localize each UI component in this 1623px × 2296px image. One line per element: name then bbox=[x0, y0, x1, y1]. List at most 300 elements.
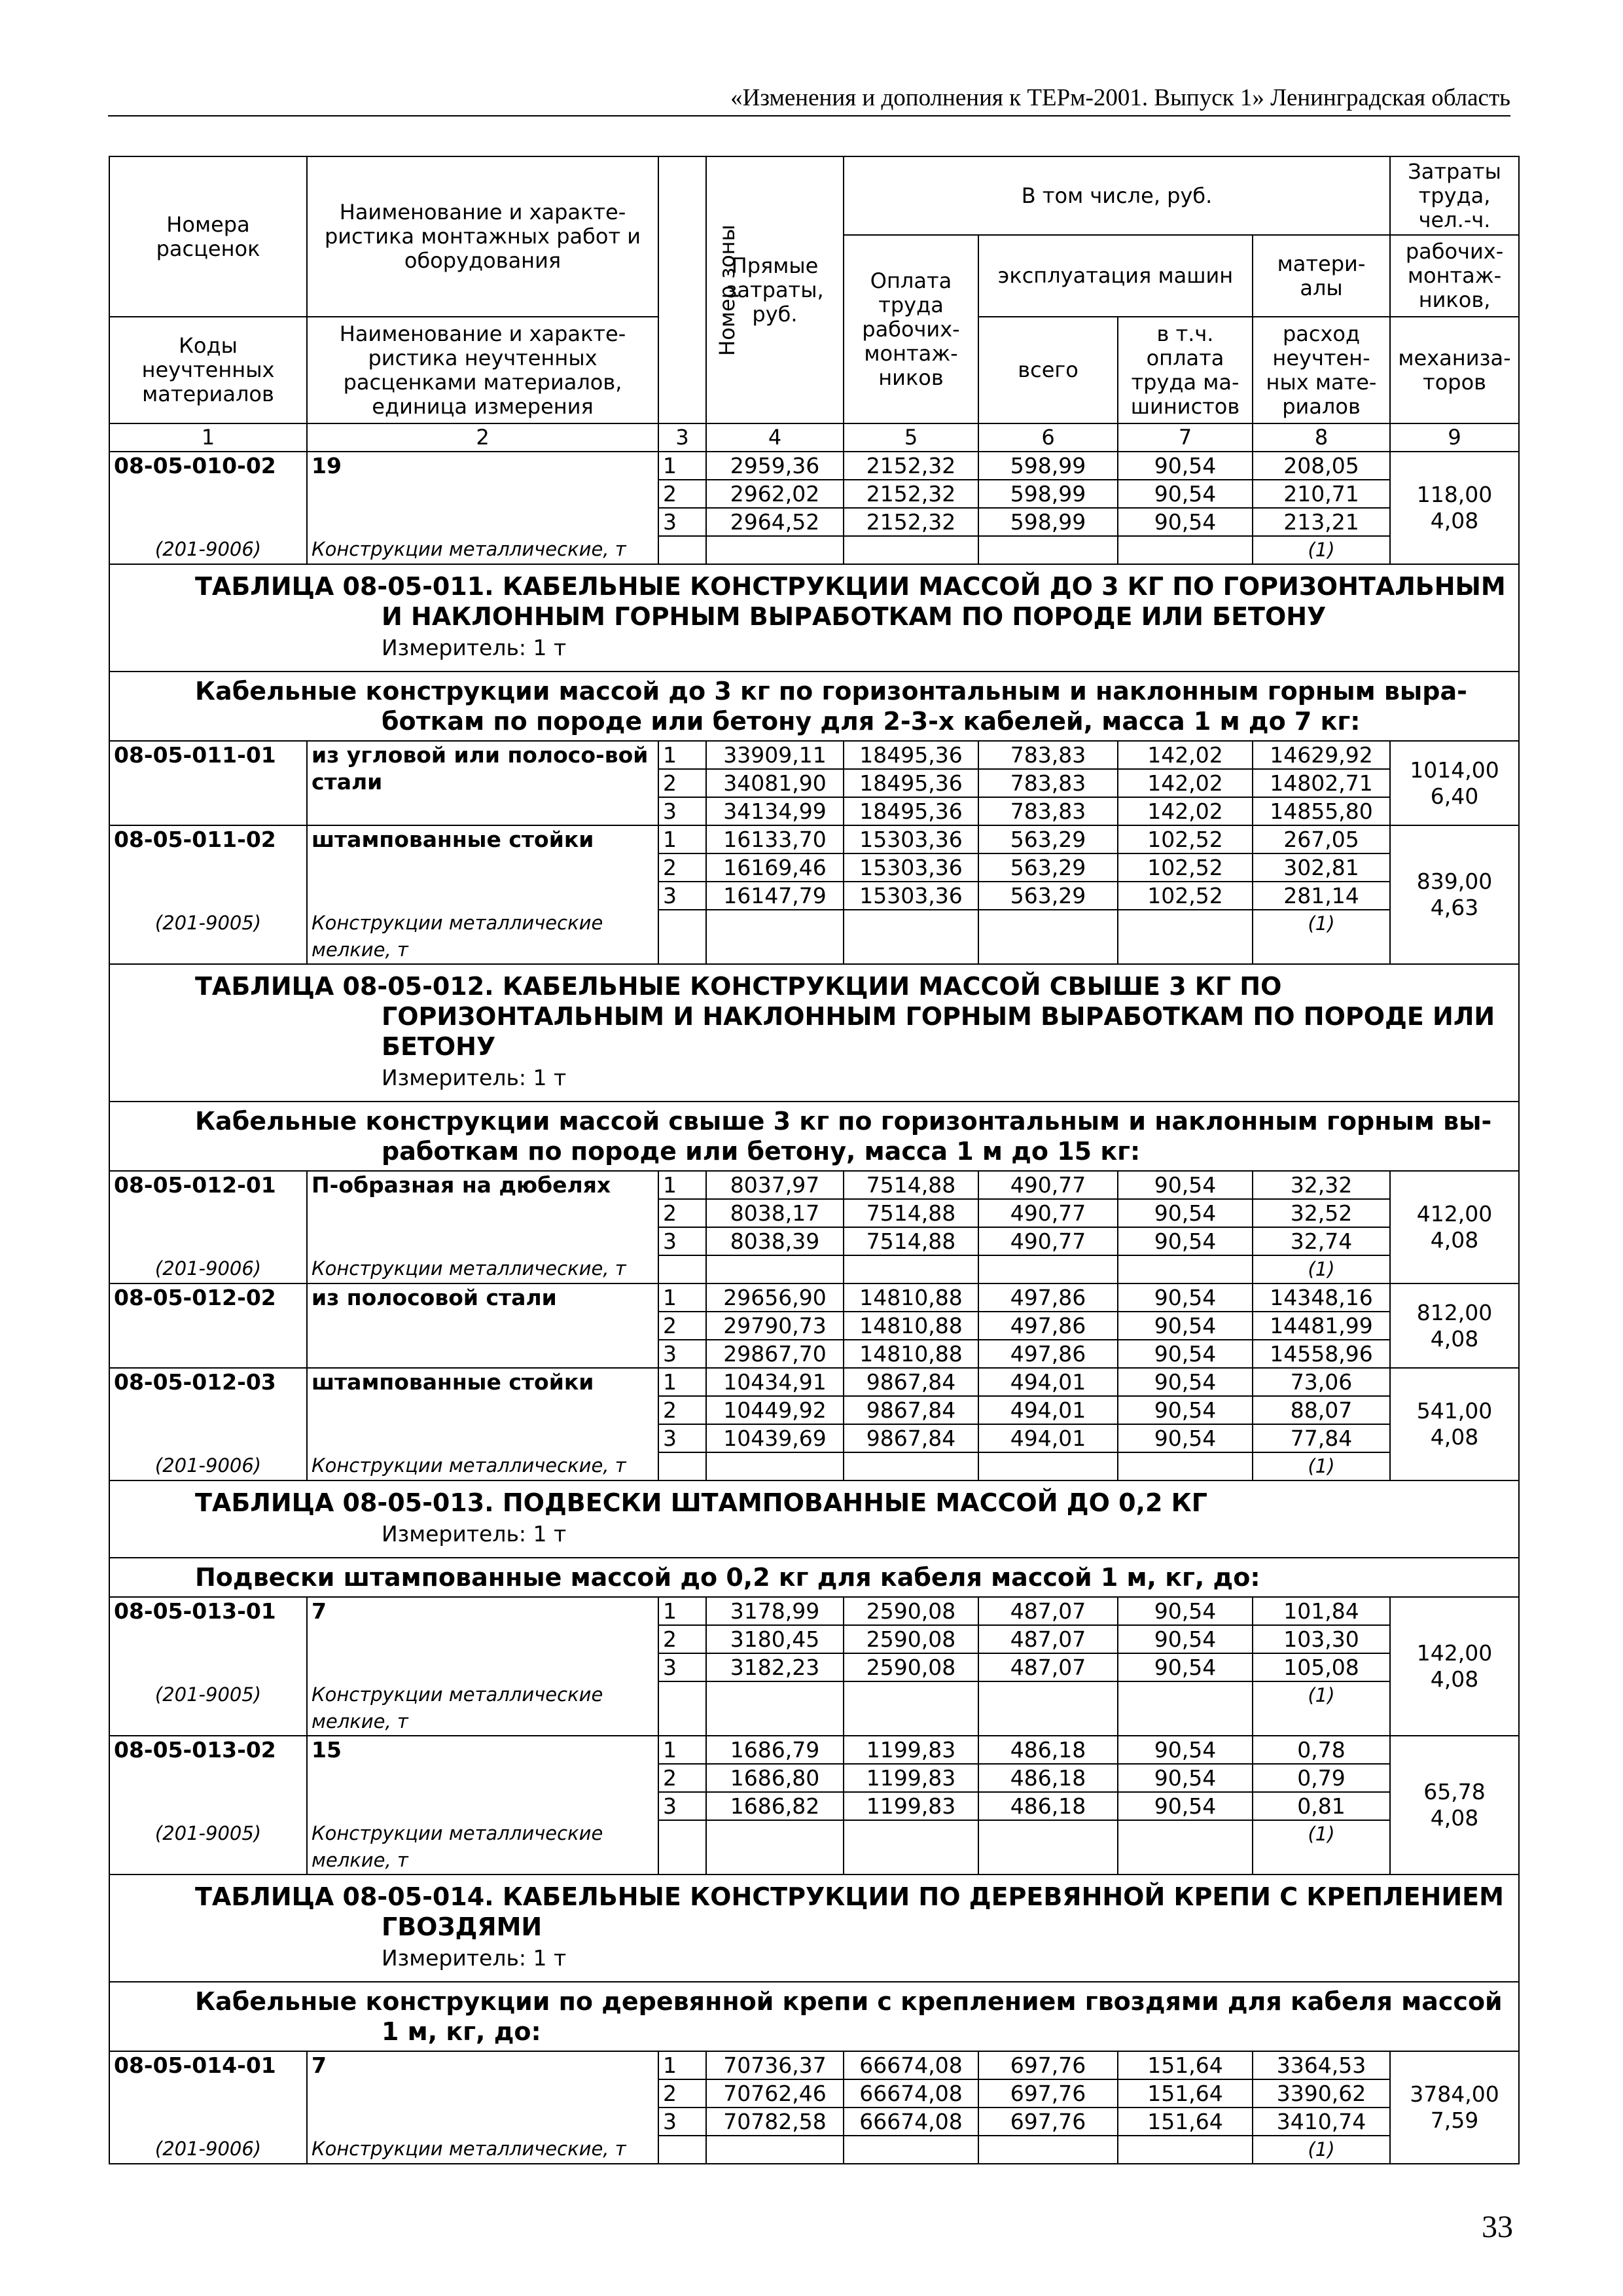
col-num: 3 bbox=[658, 423, 706, 452]
labor-workers: 1014,00 bbox=[1410, 757, 1499, 783]
cost-value: 90,54 bbox=[1118, 508, 1253, 536]
rate-name: штампованные стойки bbox=[307, 825, 658, 910]
cost-value: 103,30 bbox=[1253, 1625, 1390, 1653]
cost-value: 142,02 bbox=[1118, 797, 1253, 825]
cost-value: 1199,83 bbox=[844, 1764, 978, 1792]
empty-cell bbox=[1118, 2136, 1253, 2164]
cost-value: 9867,84 bbox=[844, 1424, 978, 1452]
table-head bbox=[109, 156, 1519, 452]
col-num: 9 bbox=[1390, 423, 1519, 452]
zone-number: 3 bbox=[658, 1653, 706, 1681]
material-quantity: (1) bbox=[1253, 2136, 1390, 2164]
zone-label: Номер зоны bbox=[714, 224, 740, 356]
cost-value: 66674,08 bbox=[844, 2051, 978, 2079]
labor-costs bbox=[1390, 825, 1519, 964]
cost-value: 32,32 bbox=[1253, 1171, 1390, 1199]
labor-mechanics: 4,08 bbox=[1430, 1325, 1479, 1352]
material-code: (201-9006) bbox=[109, 1452, 307, 1480]
section-measure: Измеритель: 1 т bbox=[382, 635, 567, 660]
zone-number: 1 bbox=[658, 1736, 706, 1764]
subtitle-line: Кабельные конструкции по деревянной крепи с креплением гвоздями для кабеля массой bbox=[195, 1987, 1503, 2016]
cost-value: 29656,90 bbox=[706, 1283, 844, 1312]
cost-value: 142,02 bbox=[1118, 769, 1253, 797]
cost-value: 70762,46 bbox=[706, 2079, 844, 2108]
cost-value: 490,77 bbox=[978, 1227, 1118, 1255]
rate-code: 08-05-010-02 bbox=[109, 452, 307, 536]
col-head-machines-total: всего bbox=[978, 317, 1118, 423]
col-head-including: В том числе, руб. bbox=[844, 156, 1390, 235]
cost-value: 1686,82 bbox=[706, 1792, 844, 1820]
cost-value: 3180,45 bbox=[706, 1625, 844, 1653]
cost-value: 783,83 bbox=[978, 741, 1118, 769]
cost-value: 90,54 bbox=[1118, 480, 1253, 508]
cost-value: 0,78 bbox=[1253, 1736, 1390, 1764]
zone-number: 3 bbox=[658, 1424, 706, 1452]
cost-value: 2959,36 bbox=[706, 452, 844, 480]
empty-cell bbox=[706, 910, 844, 964]
cost-value: 7514,88 bbox=[844, 1171, 978, 1199]
rate-code: 08-05-013-02 bbox=[109, 1736, 307, 1820]
cost-value: 0,79 bbox=[1253, 1764, 1390, 1792]
cost-value: 487,07 bbox=[978, 1625, 1118, 1653]
zone-number: 2 bbox=[658, 1625, 706, 1653]
rate-name: П-образная на дюбелях bbox=[307, 1171, 658, 1255]
cost-value: 490,77 bbox=[978, 1171, 1118, 1199]
material-row bbox=[109, 1820, 1519, 1874]
col-num: 1 bbox=[109, 423, 307, 452]
section-title: И НАКЛОННЫМ ГОРНЫМ ВЫРАБОТКАМ ПО ПОРОДЕ ИЛИ БЕТОНУ bbox=[382, 602, 1327, 631]
material-quantity: (1) bbox=[1253, 1452, 1390, 1480]
cost-value: 16133,70 bbox=[706, 825, 844, 853]
section-measure: Измеритель: 1 т bbox=[382, 1521, 567, 1547]
section-subtitle-row bbox=[109, 1982, 1519, 2051]
cost-value: 90,54 bbox=[1118, 1424, 1253, 1452]
labor-mechanics: 4,08 bbox=[1430, 1805, 1479, 1831]
cost-value: 14348,16 bbox=[1253, 1283, 1390, 1312]
empty-cell bbox=[978, 910, 1118, 964]
subtitle-line: работкам по породе или бетону, масса 1 м до 15 кг: bbox=[382, 1137, 1141, 1166]
section-header-row bbox=[109, 1480, 1519, 1558]
cost-value: 490,77 bbox=[978, 1199, 1118, 1227]
rate-code: 08-05-013-01 bbox=[109, 1597, 307, 1681]
zone-number: 2 bbox=[658, 2079, 706, 2108]
section-title: ТАБЛИЦА 08-05-011. КАБЕЛЬНЫЕ КОНСТРУКЦИИ МАССОЙ ДО 3 КГ ПО ГОРИЗОНТАЛЬНЫМ bbox=[195, 572, 1506, 601]
section-title: ГОРИЗОНТАЛЬНЫМ И НАКЛОННЫМ ГОРНЫМ ВЫРАБОТКАМ ПО ПОРОДЕ ИЛИ БЕТОНУ bbox=[382, 1002, 1495, 1061]
empty-cell bbox=[658, 1255, 706, 1283]
cost-value: 15303,36 bbox=[844, 882, 978, 910]
labor-costs bbox=[1390, 2051, 1519, 2164]
cost-value: 77,84 bbox=[1253, 1424, 1390, 1452]
cost-value: 29867,70 bbox=[706, 1340, 844, 1368]
cost-value: 15303,36 bbox=[844, 825, 978, 853]
material-code: (201-9005) bbox=[109, 1820, 307, 1874]
labor-costs bbox=[1390, 1597, 1519, 1736]
cost-value: 2590,08 bbox=[844, 1653, 978, 1681]
cost-value: 90,54 bbox=[1118, 1653, 1253, 1681]
section-subtitle-row bbox=[109, 1102, 1519, 1171]
empty-cell bbox=[1118, 1452, 1253, 1480]
cost-value: 7514,88 bbox=[844, 1199, 978, 1227]
empty-cell bbox=[978, 1681, 1118, 1736]
cost-value: 9867,84 bbox=[844, 1368, 978, 1396]
labor-workers: 839,00 bbox=[1416, 869, 1493, 894]
zone-number: 1 bbox=[658, 1171, 706, 1199]
cost-value: 102,52 bbox=[1118, 882, 1253, 910]
cost-value: 494,01 bbox=[978, 1396, 1118, 1424]
zone-number: 3 bbox=[658, 1227, 706, 1255]
cost-value: 151,64 bbox=[1118, 2051, 1253, 2079]
zone-number: 2 bbox=[658, 1396, 706, 1424]
empty-cell bbox=[978, 536, 1118, 564]
cost-value: 151,64 bbox=[1118, 2079, 1253, 2108]
cost-value: 73,06 bbox=[1253, 1368, 1390, 1396]
table-row bbox=[109, 1597, 1519, 1625]
rate-code: 08-05-014-01 bbox=[109, 2051, 307, 2136]
rate-code: 08-05-012-02 bbox=[109, 1283, 307, 1368]
col-head-material-names: Наименование и характе-ристика неучтенных расценками материалов, единица измерения bbox=[307, 317, 658, 423]
cost-value: 210,71 bbox=[1253, 480, 1390, 508]
zone-number: 3 bbox=[658, 1340, 706, 1368]
cost-value: 32,74 bbox=[1253, 1227, 1390, 1255]
cost-value: 14481,99 bbox=[1253, 1312, 1390, 1340]
empty-cell bbox=[978, 2136, 1118, 2164]
material-name: Конструкции металлические, т bbox=[307, 536, 658, 564]
material-code: (201-9005) bbox=[109, 910, 307, 964]
cost-value: 1686,79 bbox=[706, 1736, 844, 1764]
zone-number: 1 bbox=[658, 452, 706, 480]
material-row bbox=[109, 910, 1519, 964]
col-head-labor-costs: Затраты труда, чел.-ч. bbox=[1390, 156, 1519, 235]
subtitle-line: Кабельные конструкции массой свыше 3 кг по горизонтальным и наклонным горным вы- bbox=[195, 1107, 1492, 1136]
table-row bbox=[109, 452, 1519, 480]
cost-value: 90,54 bbox=[1118, 452, 1253, 480]
labor-workers: 65,78 bbox=[1423, 1779, 1486, 1804]
cost-value: 90,54 bbox=[1118, 1736, 1253, 1764]
cost-value: 598,99 bbox=[978, 480, 1118, 508]
labor-workers: 412,00 bbox=[1416, 1201, 1493, 1227]
zone-number: 2 bbox=[658, 1199, 706, 1227]
cost-value: 487,07 bbox=[978, 1653, 1118, 1681]
labor-costs bbox=[1390, 1283, 1519, 1368]
cost-value: 2152,32 bbox=[844, 452, 978, 480]
cost-value: 3182,23 bbox=[706, 1653, 844, 1681]
section-subtitle-row bbox=[109, 1558, 1519, 1597]
col-head-materials: матери-алы bbox=[1253, 235, 1390, 317]
cost-value: 267,05 bbox=[1253, 825, 1390, 853]
labor-workers: 118,00 bbox=[1416, 482, 1493, 507]
zone-number: 1 bbox=[658, 1368, 706, 1396]
material-quantity: (1) bbox=[1253, 536, 1390, 564]
cost-value: 487,07 bbox=[978, 1597, 1118, 1625]
subtitle-line: Подвески штампованные массой до 0,2 кг для кабеля массой 1 м, кг, до: bbox=[195, 1563, 1260, 1592]
empty-cell bbox=[706, 2136, 844, 2164]
empty-cell bbox=[844, 536, 978, 564]
cost-value: 598,99 bbox=[978, 452, 1118, 480]
cost-value: 16147,79 bbox=[706, 882, 844, 910]
zone-number: 3 bbox=[658, 508, 706, 536]
cost-value: 66674,08 bbox=[844, 2108, 978, 2136]
section-subtitle bbox=[109, 1558, 1519, 1597]
empty-cell bbox=[844, 1255, 978, 1283]
cost-value: 494,01 bbox=[978, 1424, 1118, 1452]
cost-value: 563,29 bbox=[978, 882, 1118, 910]
cost-value: 34134,99 bbox=[706, 797, 844, 825]
cost-value: 105,08 bbox=[1253, 1653, 1390, 1681]
cost-value: 2152,32 bbox=[844, 480, 978, 508]
labor-costs bbox=[1390, 741, 1519, 825]
cost-value: 281,14 bbox=[1253, 882, 1390, 910]
cost-value: 90,54 bbox=[1118, 1340, 1253, 1368]
cost-value: 697,76 bbox=[978, 2108, 1118, 2136]
col-head-material-codes: Коды неучтенных материалов bbox=[109, 317, 307, 423]
labor-mechanics: 4,63 bbox=[1430, 895, 1479, 920]
cost-value: 14802,71 bbox=[1253, 769, 1390, 797]
cost-value: 102,52 bbox=[1118, 853, 1253, 882]
cost-value: 32,52 bbox=[1253, 1199, 1390, 1227]
col-head-workers: рабочих-монтаж-ников, bbox=[1390, 235, 1519, 317]
labor-mechanics: 4,08 bbox=[1430, 1227, 1479, 1253]
zone-number: 1 bbox=[658, 1597, 706, 1625]
table-row bbox=[109, 825, 1519, 853]
cost-value: 33909,11 bbox=[706, 741, 844, 769]
cost-value: 90,54 bbox=[1118, 1597, 1253, 1625]
col-head-wages: Оплата труда рабочих-монтаж-ников bbox=[844, 235, 978, 423]
labor-costs bbox=[1390, 1171, 1519, 1283]
cost-value: 14810,88 bbox=[844, 1340, 978, 1368]
zone-number: 2 bbox=[658, 480, 706, 508]
empty-cell bbox=[706, 1820, 844, 1874]
cost-value: 3364,53 bbox=[1253, 2051, 1390, 2079]
cost-value: 90,54 bbox=[1118, 1199, 1253, 1227]
cost-value: 101,84 bbox=[1253, 1597, 1390, 1625]
material-name: Конструкции металлические, т bbox=[307, 2136, 658, 2164]
empty-cell bbox=[844, 1681, 978, 1736]
empty-cell bbox=[706, 1255, 844, 1283]
cost-value: 151,64 bbox=[1118, 2108, 1253, 2136]
empty-cell bbox=[658, 910, 706, 964]
labor-workers: 3784,00 bbox=[1410, 2081, 1499, 2107]
empty-cell bbox=[978, 1452, 1118, 1480]
cost-value: 494,01 bbox=[978, 1368, 1118, 1396]
material-code: (201-9005) bbox=[109, 1681, 307, 1736]
cost-value: 90,54 bbox=[1118, 1368, 1253, 1396]
labor-mechanics: 4,08 bbox=[1430, 1424, 1479, 1450]
zone-number: 1 bbox=[658, 825, 706, 853]
section-header-row bbox=[109, 1874, 1519, 1982]
cost-value: 102,52 bbox=[1118, 825, 1253, 853]
material-name: Конструкции металлические мелкие, т bbox=[307, 910, 658, 964]
empty-cell bbox=[706, 536, 844, 564]
cost-value: 1686,80 bbox=[706, 1764, 844, 1792]
cost-value: 213,21 bbox=[1253, 508, 1390, 536]
rate-name: из полосовой стали bbox=[307, 1283, 658, 1368]
section-title: ТАБЛИЦА 08-05-014. КАБЕЛЬНЫЕ КОНСТРУКЦИИ ПО ДЕРЕВЯННОЙ КРЕПИ С КРЕПЛЕНИЕМ bbox=[195, 1882, 1504, 1911]
rates-table bbox=[109, 156, 1520, 2164]
table-row bbox=[109, 1736, 1519, 1764]
cost-value: 2590,08 bbox=[844, 1597, 978, 1625]
empty-cell bbox=[658, 2136, 706, 2164]
cost-value: 14629,92 bbox=[1253, 741, 1390, 769]
cost-value: 497,86 bbox=[978, 1283, 1118, 1312]
cost-value: 2964,52 bbox=[706, 508, 844, 536]
material-row bbox=[109, 1255, 1519, 1283]
cost-value: 29790,73 bbox=[706, 1312, 844, 1340]
col-num: 6 bbox=[978, 423, 1118, 452]
section-header bbox=[109, 1480, 1519, 1558]
cost-value: 34081,90 bbox=[706, 769, 844, 797]
cost-value: 9867,84 bbox=[844, 1396, 978, 1424]
cost-value: 8038,39 bbox=[706, 1227, 844, 1255]
labor-costs bbox=[1390, 1736, 1519, 1874]
empty-cell bbox=[658, 1681, 706, 1736]
section-header bbox=[109, 564, 1519, 672]
empty-cell bbox=[844, 2136, 978, 2164]
cost-value: 16169,46 bbox=[706, 853, 844, 882]
zone-number: 2 bbox=[658, 1312, 706, 1340]
col-num: 4 bbox=[706, 423, 844, 452]
empty-cell bbox=[1118, 1820, 1253, 1874]
material-code: (201-9006) bbox=[109, 536, 307, 564]
cost-value: 142,02 bbox=[1118, 741, 1253, 769]
cost-value: 90,54 bbox=[1118, 1171, 1253, 1199]
section-subtitle-row bbox=[109, 672, 1519, 741]
cost-value: 90,54 bbox=[1118, 1283, 1253, 1312]
rate-code: 08-05-012-03 bbox=[109, 1368, 307, 1452]
cost-value: 1199,83 bbox=[844, 1792, 978, 1820]
cost-value: 697,76 bbox=[978, 2051, 1118, 2079]
cost-value: 14558,96 bbox=[1253, 1340, 1390, 1368]
cost-value: 3178,99 bbox=[706, 1597, 844, 1625]
cost-value: 0,81 bbox=[1253, 1792, 1390, 1820]
zone-number: 1 bbox=[658, 1283, 706, 1312]
cost-value: 10449,92 bbox=[706, 1396, 844, 1424]
table-row bbox=[109, 1283, 1519, 1312]
col-head-direct-costs: Прямые затраты, руб. bbox=[706, 156, 844, 423]
col-num: 8 bbox=[1253, 423, 1390, 452]
material-row bbox=[109, 2136, 1519, 2164]
rate-name: 7 bbox=[307, 1597, 658, 1681]
cost-value: 2590,08 bbox=[844, 1625, 978, 1653]
rate-name: 19 bbox=[307, 452, 658, 536]
empty-cell bbox=[1118, 1681, 1253, 1736]
cost-value: 18495,36 bbox=[844, 741, 978, 769]
rate-name: штампованные стойки bbox=[307, 1368, 658, 1452]
col-head-machines: эксплуатация машин bbox=[978, 235, 1253, 317]
table-row bbox=[109, 1368, 1519, 1396]
labor-workers: 812,00 bbox=[1416, 1299, 1493, 1325]
empty-cell bbox=[658, 536, 706, 564]
cost-value: 14855,80 bbox=[1253, 797, 1390, 825]
empty-cell bbox=[1118, 536, 1253, 564]
labor-mechanics: 4,08 bbox=[1430, 1666, 1479, 1692]
running-header: «Изменения и дополнения к ТЕРм-2001. Выпуск 1» Ленинградская область bbox=[108, 84, 1510, 117]
cost-value: 2152,32 bbox=[844, 508, 978, 536]
labor-workers: 142,00 bbox=[1416, 1640, 1493, 1666]
table-row bbox=[109, 2051, 1519, 2079]
cost-value: 14810,88 bbox=[844, 1283, 978, 1312]
cost-value: 70736,37 bbox=[706, 2051, 844, 2079]
section-subtitle bbox=[109, 1982, 1519, 2051]
rate-code: 08-05-011-01 bbox=[109, 741, 307, 825]
col-num: 2 bbox=[307, 423, 658, 452]
cost-value: 486,18 bbox=[978, 1736, 1118, 1764]
col-head-machinist-wages: в т.ч. оплата труда ма-шинистов bbox=[1118, 317, 1253, 423]
zone-number: 2 bbox=[658, 853, 706, 882]
rate-code: 08-05-011-02 bbox=[109, 825, 307, 910]
cost-value: 14810,88 bbox=[844, 1312, 978, 1340]
material-quantity: (1) bbox=[1253, 1820, 1390, 1874]
empty-cell bbox=[978, 1820, 1118, 1874]
section-header bbox=[109, 1874, 1519, 1982]
cost-value: 15303,36 bbox=[844, 853, 978, 882]
zone-number: 3 bbox=[658, 2108, 706, 2136]
col-head-work-name: Наименование и характе-ристика монтажных работ и оборудования bbox=[307, 156, 658, 317]
cost-value: 90,54 bbox=[1118, 1625, 1253, 1653]
cost-value: 563,29 bbox=[978, 825, 1118, 853]
empty-cell bbox=[844, 1452, 978, 1480]
cost-value: 1199,83 bbox=[844, 1736, 978, 1764]
empty-cell bbox=[706, 1452, 844, 1480]
material-name: Конструкции металлические мелкие, т bbox=[307, 1681, 658, 1736]
empty-cell bbox=[1118, 910, 1253, 964]
table-body bbox=[109, 452, 1519, 2164]
cost-value: 2962,02 bbox=[706, 480, 844, 508]
cost-value: 8038,17 bbox=[706, 1199, 844, 1227]
material-code: (201-9006) bbox=[109, 2136, 307, 2164]
cost-value: 90,54 bbox=[1118, 1396, 1253, 1424]
zone-number: 1 bbox=[658, 741, 706, 769]
section-title: ТАБЛИЦА 08-05-012. КАБЕЛЬНЫЕ КОНСТРУКЦИИ МАССОЙ СВЫШЕ 3 КГ ПО bbox=[195, 972, 1282, 1001]
section-header-row bbox=[109, 964, 1519, 1102]
material-code: (201-9006) bbox=[109, 1255, 307, 1283]
cost-value: 697,76 bbox=[978, 2079, 1118, 2108]
cost-value: 3390,62 bbox=[1253, 2079, 1390, 2108]
cost-value: 90,54 bbox=[1118, 1227, 1253, 1255]
rate-name: 7 bbox=[307, 2051, 658, 2136]
empty-cell bbox=[978, 1255, 1118, 1283]
section-title: ГВОЗДЯМИ bbox=[382, 1912, 543, 1941]
cost-value: 8037,97 bbox=[706, 1171, 844, 1199]
table-row bbox=[109, 1171, 1519, 1199]
col-head-mechanics: механиза-торов bbox=[1390, 317, 1519, 423]
cost-value: 7514,88 bbox=[844, 1227, 978, 1255]
cost-value: 208,05 bbox=[1253, 452, 1390, 480]
material-quantity: (1) bbox=[1253, 1255, 1390, 1283]
cost-value: 783,83 bbox=[978, 797, 1118, 825]
rate-name: 15 bbox=[307, 1736, 658, 1820]
subtitle-line: 1 м, кг, до: bbox=[382, 2017, 541, 2046]
cost-value: 88,07 bbox=[1253, 1396, 1390, 1424]
rate-name: из угловой или полосо-вой стали bbox=[307, 741, 658, 825]
section-subtitle bbox=[109, 672, 1519, 741]
cost-value: 90,54 bbox=[1118, 1792, 1253, 1820]
material-row bbox=[109, 1681, 1519, 1736]
material-quantity: (1) bbox=[1253, 1681, 1390, 1736]
page-number: 33 bbox=[1482, 2210, 1513, 2244]
cost-value: 18495,36 bbox=[844, 797, 978, 825]
labor-mechanics: 4,08 bbox=[1430, 508, 1479, 533]
subtitle-line: боткам по породе или бетону для 2-3-х кабелей, масса 1 м до 7 кг: bbox=[382, 707, 1361, 736]
table-row bbox=[109, 741, 1519, 769]
cost-value: 10434,91 bbox=[706, 1368, 844, 1396]
material-name: Конструкции металлические, т bbox=[307, 1255, 658, 1283]
zone-number: 3 bbox=[658, 797, 706, 825]
section-measure: Измеритель: 1 т bbox=[382, 1945, 567, 1971]
cost-value: 302,81 bbox=[1253, 853, 1390, 882]
zone-number: 2 bbox=[658, 769, 706, 797]
cost-value: 486,18 bbox=[978, 1792, 1118, 1820]
labor-mechanics: 6,40 bbox=[1430, 783, 1479, 809]
